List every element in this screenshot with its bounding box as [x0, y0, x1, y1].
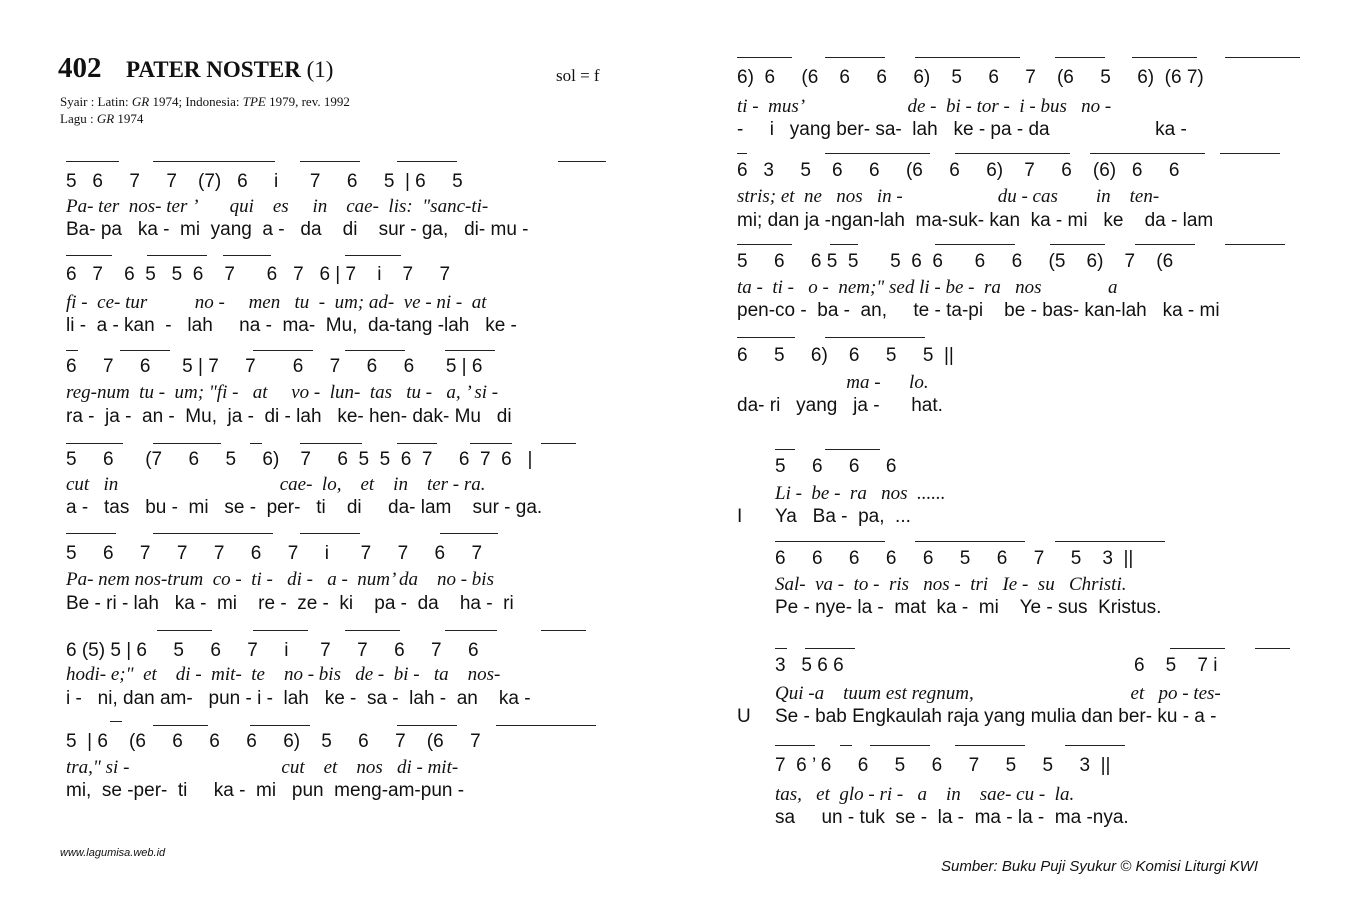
- beam-line: [775, 648, 787, 649]
- beam-line: [253, 350, 313, 351]
- source-credit: Sumber: Buku Puji Syukur © Komisi Liturgi KWI: [941, 858, 1258, 875]
- beam-line: [955, 153, 1070, 154]
- notes-line: 5 6 6 6: [775, 456, 897, 477]
- hymn-number: 402: [58, 52, 102, 84]
- beam-line: [1050, 244, 1105, 245]
- indonesian-lyric-line: i - ni, dan am- pun - i - lah ke - sa - lah - an ka -: [66, 688, 531, 709]
- beam-line: [110, 721, 122, 722]
- latin-lyric-line: reg-num tu - um; "fi - at vo - lun- tas tu - a, ’ si -: [66, 382, 499, 403]
- notes-line: 5 6 (7 6 5 6) 7 6 5 5 6 7 6 7 6 |: [66, 449, 533, 470]
- beam-line: [737, 337, 795, 338]
- beam-line: [147, 255, 207, 256]
- beam-line: [825, 153, 930, 154]
- beam-line: [153, 443, 221, 444]
- indonesian-lyric-line: Ya Ba - pa, ...: [775, 506, 911, 527]
- indonesian-lyric-line: ra - ja - an - Mu, ja - di - lah ke- hen- dak- Mu di: [66, 406, 512, 427]
- beam-line: [1055, 541, 1165, 542]
- beam-line: [955, 745, 1025, 746]
- tune-credit: Lagu : GR 1974: [60, 111, 144, 126]
- beam-line: [300, 533, 360, 534]
- latin-lyric-line: cut in cae- lo, et in ter - ra.: [66, 474, 486, 495]
- beam-line: [253, 630, 308, 631]
- notes-line: 6 7 6 5 5 6 7 6 7 6 | 7 i 7 7: [66, 264, 451, 285]
- beam-line: [830, 244, 858, 245]
- hymn-title-part: (1): [306, 57, 334, 82]
- beam-line: [1055, 57, 1105, 58]
- beam-line: [775, 745, 815, 746]
- beam-line: [541, 630, 586, 631]
- notes-line: 6 3 5 6 6 (6 6 6) 7 6 (6) 6 6: [737, 160, 1180, 181]
- latin-lyric-line: Pa- nem nos-trum co - ti - di - a - num’ da no - bis: [66, 569, 494, 590]
- beam-line: [1132, 57, 1197, 58]
- beam-line: [300, 161, 360, 162]
- indonesian-lyric-line: - i yang ber- sa- lah ke - pa - da ka -: [737, 119, 1187, 140]
- indonesian-lyric-line: mi; dan ja -ngan-lah ma-suk- kan ka - mi ke da - lam: [737, 210, 1214, 231]
- beam-line: [345, 630, 400, 631]
- latin-lyric-line: tas, et glo - ri - a in sae- cu - la.: [775, 784, 1075, 805]
- beam-line: [1255, 648, 1290, 649]
- latin-lyric-line: Qui -a tuum est regnum, et po - tes-: [775, 683, 1221, 704]
- indonesian-lyric-line: da- ri yang ja - hat.: [737, 395, 943, 416]
- latin-lyric-line: stris; et ne nos in - du - cas in ten-: [737, 186, 1160, 207]
- lyrics-credit: Syair : Latin: GR 1974; Indonesia: TPE 1979, rev. 1992: [60, 94, 350, 109]
- indonesian-lyric-line: li - a - kan - lah na - ma- Mu, da-tang -lah ke -: [66, 315, 517, 336]
- notes-line: 6 (5) 5 | 6 5 6 7 i 7 7 6 7 6: [66, 640, 479, 661]
- beam-line: [120, 350, 170, 351]
- indonesian-lyric-line: a - tas bu - mi se - per- ti di da- lam sur - ga.: [66, 497, 543, 518]
- latin-lyric-line: ti - mus’ de - bi - tor - i - bus no -: [737, 96, 1112, 117]
- beam-line: [250, 443, 262, 444]
- beam-line: [153, 161, 275, 162]
- beam-line: [445, 350, 495, 351]
- notes-line: 6 5 6) 6 5 5 ||: [737, 345, 954, 366]
- beam-line: [935, 244, 1015, 245]
- beam-line: [496, 725, 596, 726]
- beam-line: [541, 443, 576, 444]
- beam-line: [775, 541, 885, 542]
- notes-line: 6 7 6 5 | 7 7 6 7 6 6 5 | 6: [66, 356, 483, 377]
- beam-line: [223, 255, 271, 256]
- beam-line: [1225, 57, 1300, 58]
- latin-lyric-line: tra," si - cut et nos di - mit-: [66, 757, 459, 778]
- beam-line: [737, 244, 792, 245]
- notes-line: 6 6 6 6 6 5 6 7 5 3 ||: [775, 548, 1134, 569]
- beam-line: [915, 541, 1025, 542]
- hymn-title: [126, 57, 333, 83]
- beam-line: [66, 533, 116, 534]
- beam-line: [737, 153, 747, 154]
- beam-line: [440, 533, 498, 534]
- indonesian-lyric-line: Se - bab Engkaulah raja yang mulia dan ber- ku - a -: [775, 706, 1217, 727]
- beam-line: [397, 443, 437, 444]
- notes-line: 7 6 ’ 6 6 5 6 7 5 5 3 ||: [775, 755, 1111, 776]
- notes-line: 5 6 7 7 7 6 7 i 7 7 6 7: [66, 543, 483, 564]
- indonesian-lyric-line: mi, se -per- ti ka - mi pun meng-am-pun -: [66, 780, 465, 801]
- beam-line: [345, 255, 401, 256]
- hymn-title-text: PATER NOSTER: [126, 57, 301, 82]
- notes-line: 6) 6 (6 6 6 6) 5 6 7 (6 5 6) (6 7): [737, 67, 1204, 88]
- beam-line: [558, 161, 606, 162]
- beam-line: [825, 337, 925, 338]
- beam-line: [737, 57, 792, 58]
- beam-line: [66, 161, 119, 162]
- beam-line: [775, 449, 795, 450]
- notes-line: 5 6 6 5 5 5 6 6 6 6 (5 6) 7 (6: [737, 251, 1174, 272]
- latin-lyric-line: ma - lo.: [737, 372, 929, 393]
- latin-lyric-line: Sal- va - to - ris nos - tri Ie - su Christi.: [775, 574, 1127, 595]
- indonesian-lyric-line: sa un - tuk se - la - ma - la - ma -nya.: [775, 807, 1129, 828]
- notes-line: 5 6 7 7 (7) 6 i 7 6 5 | 6 5: [66, 171, 463, 192]
- indonesian-lyric-line: pen-co - ba - an, te - ta-pi be - bas- kan-lah ka - mi: [737, 300, 1220, 321]
- beam-line: [66, 350, 78, 351]
- beam-line: [1090, 153, 1205, 154]
- latin-lyric-line: fi - ce- tur no - men tu - um; ad- ve - ni - at: [66, 292, 487, 313]
- beam-line: [66, 255, 112, 256]
- beam-line: [1065, 745, 1125, 746]
- solo-marker: I: [737, 506, 743, 527]
- all-marker: U: [737, 706, 751, 727]
- beam-line: [840, 745, 852, 746]
- beam-line: [153, 725, 208, 726]
- latin-lyric-line: Li - be - ra nos ......: [775, 483, 946, 504]
- beam-line: [915, 57, 1020, 58]
- beam-line: [825, 57, 885, 58]
- indonesian-lyric-line: Pe - nye- la - mat ka - mi Ye - sus Kristus.: [775, 597, 1162, 618]
- notes-line: 3 5 6 6 6 5 7 i: [775, 655, 1218, 676]
- beam-line: [250, 725, 310, 726]
- beam-line: [1225, 244, 1285, 245]
- beam-line: [397, 725, 457, 726]
- beam-line: [1135, 244, 1195, 245]
- beam-line: [397, 161, 457, 162]
- beam-line: [157, 630, 212, 631]
- beam-line: [300, 443, 362, 444]
- indonesian-lyric-line: Be - ri - lah ka - mi re - ze - ki pa - da ha - ri: [66, 593, 514, 614]
- beam-line: [153, 533, 273, 534]
- website-credit: www.lagumisa.web.id: [60, 847, 166, 859]
- beam-line: [345, 350, 405, 351]
- beam-line: [1170, 648, 1225, 649]
- beam-line: [445, 630, 497, 631]
- latin-lyric-line: ta - ti - o - nem;" sed li - be - ra nos a: [737, 277, 1118, 298]
- hymn-key: sol = f: [556, 66, 600, 85]
- beam-line: [825, 449, 880, 450]
- latin-lyric-line: Pa- ter nos- ter ’ qui es in cae- lis: "sanc-ti-: [66, 196, 489, 217]
- indonesian-lyric-line: Ba- pa ka - mi yang a - da di sur - ga, di- mu -: [66, 219, 529, 240]
- beam-line: [470, 443, 512, 444]
- latin-lyric-line: hodi- e;" et di - mit- te no - bis de - bi - ta nos-: [66, 664, 501, 685]
- beam-line: [1220, 153, 1280, 154]
- notes-line: 5 | 6 (6 6 6 6 6) 5 6 7 (6 7: [66, 731, 481, 752]
- beam-line: [805, 648, 855, 649]
- beam-line: [870, 745, 930, 746]
- beam-line: [66, 443, 123, 444]
